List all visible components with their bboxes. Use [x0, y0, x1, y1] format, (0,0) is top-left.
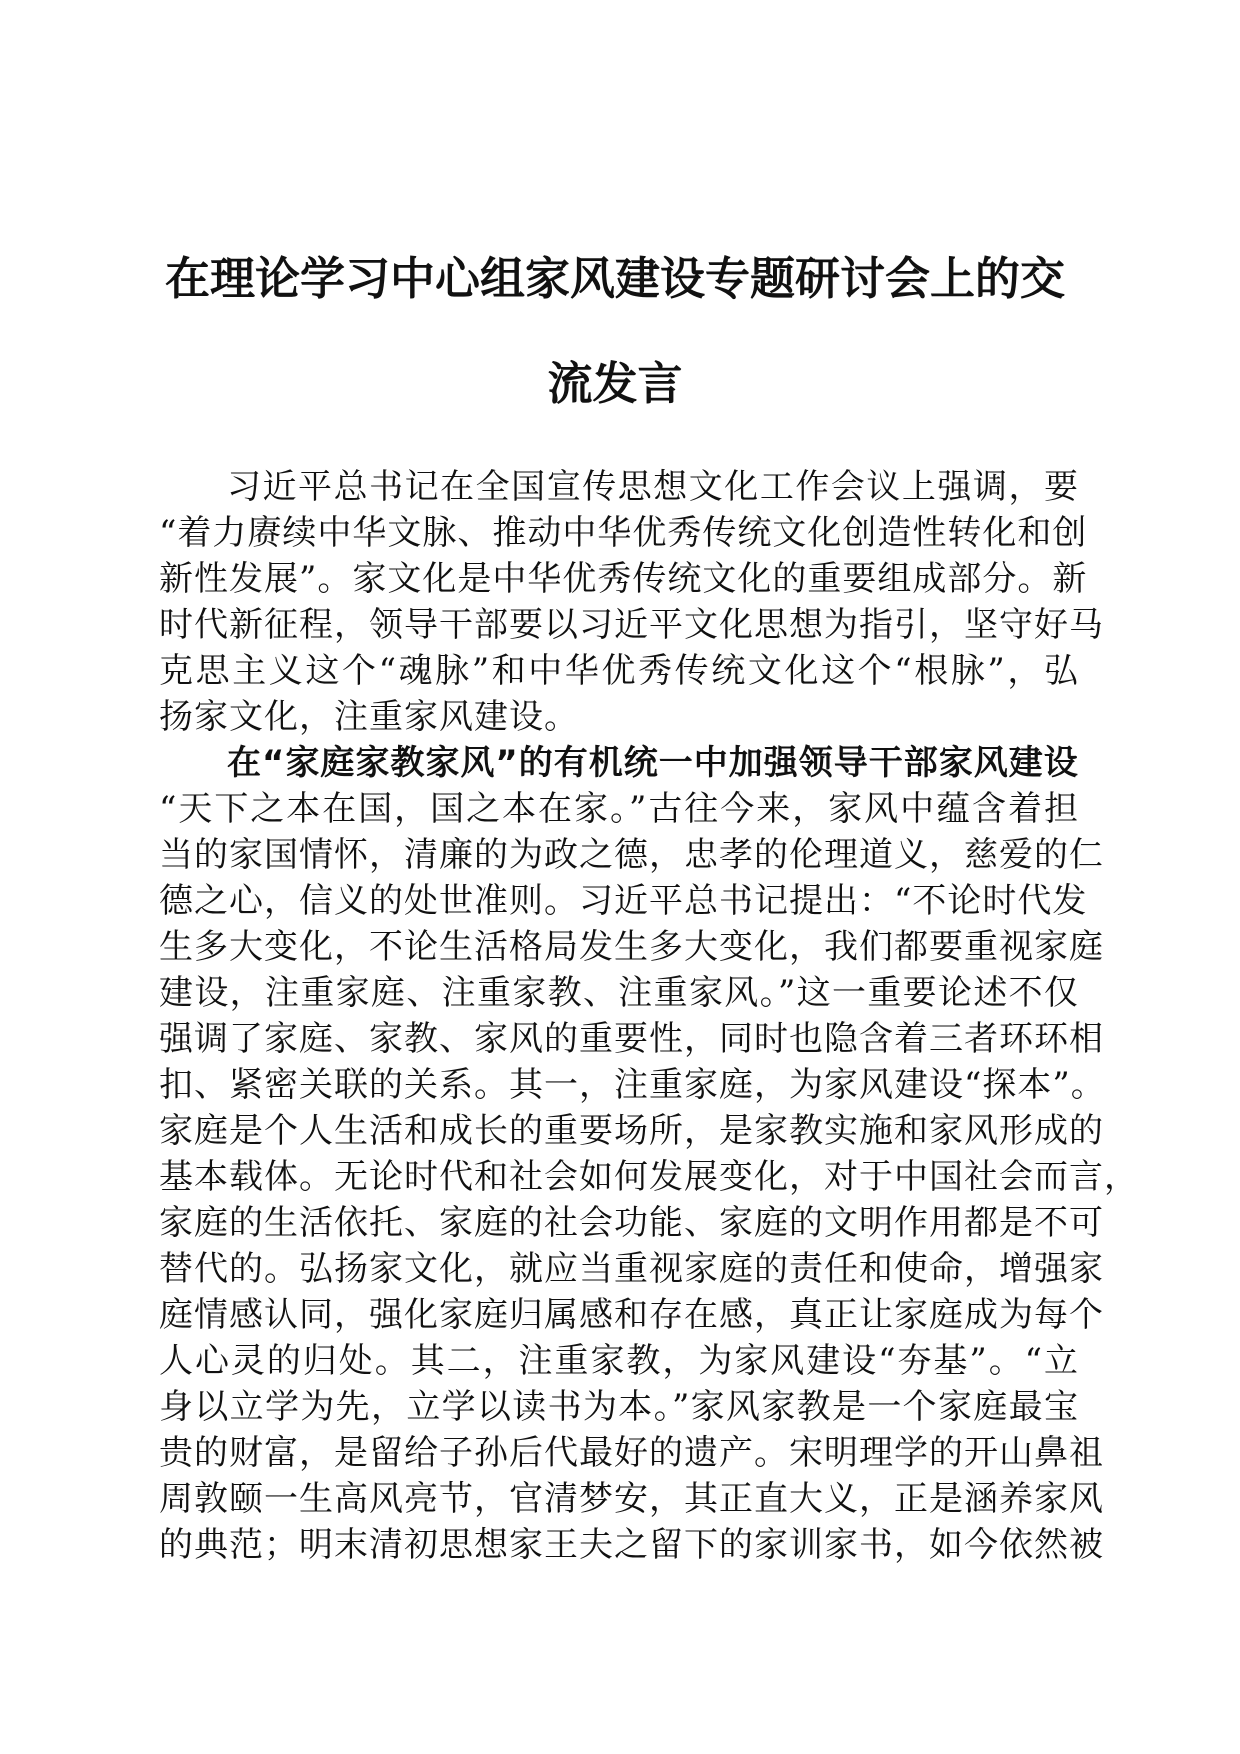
body-line: 替代的。弘扬家文化，就应当重视家庭的责任和使命，增强家 — [159, 1249, 1104, 1289]
intro-line: 时代新征程，领导干部要以习近平文化思想为指引，坚守好马 — [159, 605, 1104, 645]
body-line: 扣、紧密关联的关系。其一，注重家庭，为家风建设“探本”。 — [159, 1065, 1106, 1105]
intro-line: “着力赓续中华文脉、推动中华优秀传统文化创造性转化和创 — [159, 513, 1088, 553]
intro-line: 新性发展”。家文化是中华优秀传统文化的重要组成部分。新 — [159, 559, 1088, 599]
body-line: 家庭是个人生活和成长的重要场所，是家教实施和家风形成的 — [159, 1111, 1104, 1151]
intro-line: 克思主义这个“魂脉”和中华优秀传统文化这个“根脉”，弘 — [159, 651, 1079, 691]
body-line: 建设，注重家庭、注重家教、注重家风。”这一重要论述不仅 — [159, 973, 1079, 1013]
body-line: 贵的财富，是留给子孙后代最好的遗产。宋明理学的开山鼻祖 — [159, 1433, 1104, 1473]
body-line: 德之心，信义的处世准则。习近平总书记提出：“不论时代发 — [159, 881, 1088, 921]
body-line: 基本载体。无论时代和社会如何发展变化，对于中国社会而言， — [159, 1157, 1139, 1197]
body-line: 庭情感认同，强化家庭归属感和存在感，真正让家庭成为每个 — [159, 1295, 1104, 1335]
document-title — [150, 226, 1080, 436]
body-line: 人心灵的归处。其二，注重家教，为家风建设“夯基”。“立 — [159, 1341, 1079, 1381]
body-line: 家庭的生活依托、家庭的社会功能、家庭的文明作用都是不可 — [159, 1203, 1104, 1243]
body-line: 周敦颐一生高风亮节，官清梦安，其正直大义，正是涵养家风 — [159, 1479, 1104, 1519]
body-line: 生多大变化，不论生活格局发生多大变化，我们都要重视家庭 — [159, 927, 1104, 967]
intro-line: 习近平总书记在全国宣传思想文化工作会议上强调，要 — [227, 467, 1079, 507]
intro-line: 扬家文化，注重家风建设。 — [159, 697, 579, 737]
section-heading: 在“家庭家教家风”的有机统一中加强领导干部家风建设 — [227, 743, 1079, 783]
body-line: 身以立学为先，立学以读书为本。”家风家教是一个家庭最宝 — [159, 1387, 1079, 1427]
body-line: 强调了家庭、家教、家风的重要性，同时也隐含着三者环环相 — [159, 1019, 1104, 1059]
body-line: “天下之本在国，国之本在家。”古往今来，家风中蕴含着担 — [159, 789, 1079, 829]
title-line-1: 在理论学习中心组家风建设专题研讨会上的交 — [164, 252, 1065, 305]
title-line-2: 流发言 — [547, 357, 683, 410]
body-line: 的典范；明末清初思想家王夫之留下的家训家书，如今依然被 — [159, 1525, 1104, 1565]
body-line: 当的家国情怀，清廉的为政之德，忠孝的伦理道义，慈爱的仁 — [159, 835, 1104, 875]
document-body — [159, 464, 1139, 1568]
